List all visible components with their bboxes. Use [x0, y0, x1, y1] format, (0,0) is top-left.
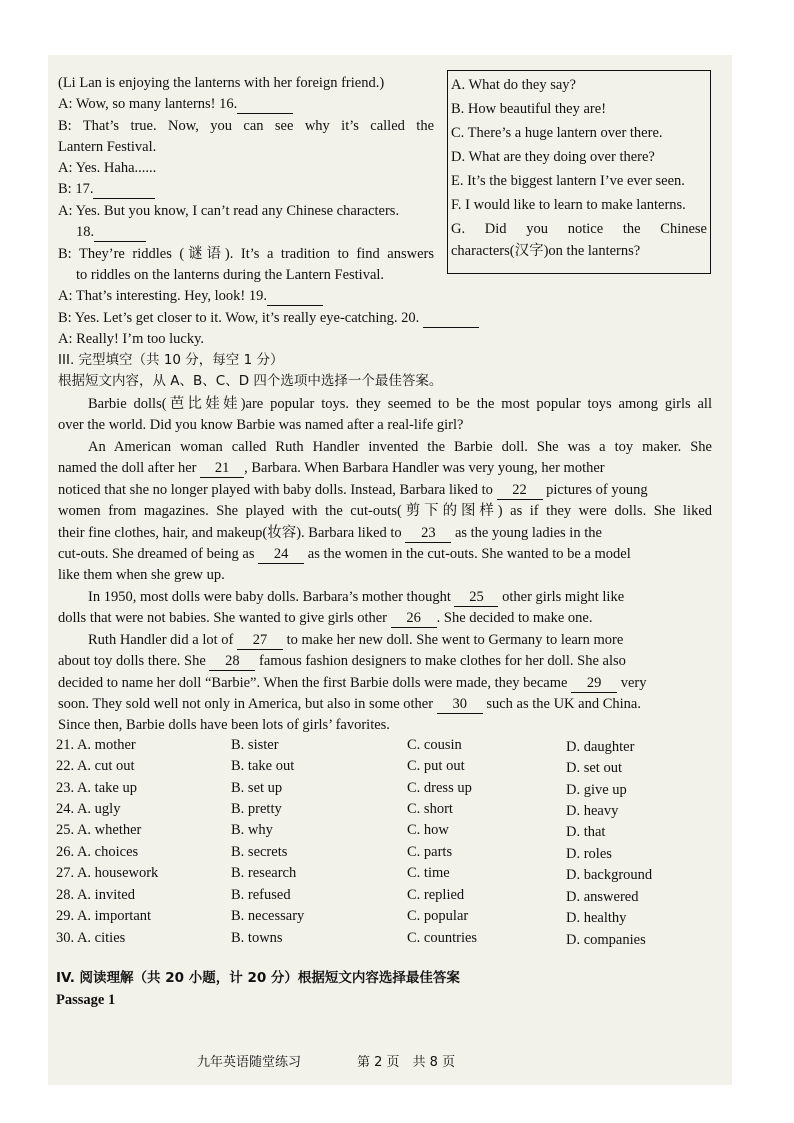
- choice-d: D. set out: [566, 760, 622, 776]
- choice-b: B. research: [231, 865, 297, 881]
- blank-26: 26: [391, 609, 437, 628]
- options-box: [447, 70, 711, 274]
- passage-line: like them when she grew up.: [58, 567, 225, 583]
- option-a: A. What do they say?: [451, 77, 576, 93]
- passage-line: named the doll after her 21 , Barbara. When Barbara Handler was very young, her mother: [58, 460, 605, 476]
- dialogue-line: B: Yes. Let’s get closer to it. Wow, it’s really eye-catching. 20.: [58, 309, 479, 328]
- choice-b: B. necessary: [231, 908, 305, 924]
- dialogue-line: Lantern Festival.: [58, 139, 157, 155]
- choice-c: C. how: [407, 822, 449, 838]
- passage-line: noticed that she no longer played with baby dolls. Instead, Barbara liked to 22 pictures of young: [58, 482, 648, 498]
- blank-23: 23: [405, 524, 451, 543]
- passage-line: An American woman called Ruth Handler invented the Barbie doll. She was a toy maker. She: [88, 439, 712, 455]
- option-f: F. I would like to learn to make lanterns.: [451, 197, 686, 213]
- choice-d: D. background: [566, 867, 653, 883]
- choice-b: B. take out: [231, 758, 295, 774]
- page-number: 第 2 页 共 8 页: [357, 1055, 456, 1070]
- dialogue-line: B: That’s true. Now, you can see why it’s called the: [58, 118, 434, 134]
- choice-d: D. daughter: [566, 739, 635, 755]
- dialogue-line: 18.: [76, 223, 146, 242]
- choice-b: B. secrets: [231, 844, 288, 860]
- blank-27: 27: [237, 631, 283, 650]
- option-g: G. Did you notice the Chinese: [451, 221, 707, 237]
- blank-30: 30: [437, 695, 483, 714]
- option-b: B. How beautiful they are!: [451, 101, 607, 117]
- choice-d: D. give up: [566, 782, 627, 798]
- choice-b: B. set up: [231, 780, 283, 796]
- choice-a: 24. A. ugly: [56, 801, 121, 817]
- blank-28: 28: [209, 652, 255, 671]
- passage-label: Passage 1: [56, 992, 116, 1008]
- dialogue-line: B: They’re riddles (谜语). It’s a tradition to find answers: [58, 246, 434, 262]
- passage-line: In 1950, most dolls were baby dolls. Barbara’s mother thought 25 other girls might like: [88, 589, 625, 605]
- choice-a: 25. A. whether: [56, 822, 142, 838]
- passage-line: Since then, Barbie dolls have been lots of girls’ favorites.: [58, 717, 390, 733]
- section-4-title: IV. 阅读理解（共 20 小题，计 20 分）根据短文内容选择最佳答案: [56, 970, 460, 986]
- choice-a: 21. A. mother: [56, 737, 136, 753]
- dialogue-line: A: Wow, so many lanterns! 16.: [58, 95, 293, 114]
- choice-d: D. heavy: [566, 803, 619, 819]
- passage-line: women from magazines. She played with the cut-outs(剪下的图样) as if they were dolls. She liked: [58, 503, 712, 519]
- choice-d: D. answered: [566, 889, 639, 905]
- blank-24: 24: [258, 545, 304, 564]
- choice-c: C. short: [407, 801, 453, 817]
- choice-c: C. parts: [407, 844, 453, 860]
- choice-b: B. sister: [231, 737, 279, 753]
- passage-line: their fine clothes, hair, and makeup(妆容). Barbara liked to 23 as the young ladies in the: [58, 525, 602, 541]
- dialogue-line: A: Yes. But you know, I can’t read any Chinese characters.: [58, 203, 400, 219]
- dialogue-intro: (Li Lan is enjoying the lanterns with her foreign friend.): [58, 75, 385, 91]
- choice-c: C. countries: [407, 930, 478, 946]
- passage-line: Barbie dolls(芭比娃娃)are popular toys. they seemed to be the most popular toys among girls all: [88, 396, 712, 412]
- dialogue-line: B: 17.: [58, 180, 155, 199]
- choice-a: 27. A. housework: [56, 865, 159, 881]
- choice-b: B. towns: [231, 930, 283, 946]
- choice-c: C. popular: [407, 908, 469, 924]
- choice-c: C. dress up: [407, 780, 472, 796]
- dialogue-line: to riddles on the lanterns during the Lantern Festival.: [76, 267, 385, 283]
- blank-21: 21: [200, 459, 244, 478]
- choice-a: 26. A. choices: [56, 844, 139, 860]
- blank-29: 29: [571, 674, 617, 693]
- section-3-instruction: 根据短文内容，从 A、B、C、D 四个选项中选择一个最佳答案。: [58, 373, 443, 389]
- choice-b: B. why: [231, 822, 273, 838]
- choice-a: 29. A. important: [56, 908, 152, 924]
- footer-title: 九年英语随堂练习: [197, 1055, 302, 1070]
- choice-d: D. companies: [566, 932, 646, 948]
- choice-d: D. healthy: [566, 910, 627, 926]
- blank-25: 25: [454, 588, 498, 607]
- option-d: D. What are they doing over there?: [451, 149, 655, 165]
- choice-c: C. time: [407, 865, 450, 881]
- choice-c: C. put out: [407, 758, 465, 774]
- choice-c: C. cousin: [407, 737, 462, 753]
- choice-b: B. pretty: [231, 801, 282, 817]
- dialogue-line: A: Really! I’m too lucky.: [58, 331, 205, 347]
- blank-22: 22: [497, 481, 543, 500]
- passage-line: soon. They sold well not only in America, but also in some other 30 such as the UK and China.: [58, 696, 641, 712]
- choice-d: D. roles: [566, 846, 612, 862]
- passage-line: Ruth Handler did a lot of 27 to make her new doll. She went to Germany to learn more: [88, 632, 624, 648]
- choice-a: 23. A. take up: [56, 780, 137, 796]
- section-3-title: III. 完型填空（共 10 分，每空 1 分）: [58, 352, 284, 368]
- passage-line: about toy dolls there. She 28 famous fashion designers to make clothes for her doll. She also: [58, 653, 626, 669]
- choice-a: 30. A. cities: [56, 930, 126, 946]
- choice-a: 22. A. cut out: [56, 758, 135, 774]
- passage-line: decided to name her doll “Barbie”. When the first Barbie dolls were made, they became 29 very: [58, 675, 647, 691]
- option-e: E. It’s the biggest lantern I’ve ever seen.: [451, 173, 685, 189]
- choice-d: D. that: [566, 824, 606, 840]
- passage-line: dolls that were not babies. She wanted to give girls other 26 . She decided to make one.: [58, 610, 593, 626]
- option-c: C. There’s a huge lantern over there.: [451, 125, 663, 141]
- passage-line: over the world. Did you know Barbie was named after a real-life girl?: [58, 417, 464, 433]
- passage-line: cut-outs. She dreamed of being as 24 as the women in the cut-outs. She wanted to be a model: [58, 546, 631, 562]
- option-g-cont: characters(汉字)on the lanterns?: [451, 243, 641, 259]
- choice-c: C. replied: [407, 887, 465, 903]
- dialogue-line: A: That’s interesting. Hey, look! 19.: [58, 287, 323, 306]
- choice-a: 28. A. invited: [56, 887, 135, 903]
- choice-b: B. refused: [231, 887, 291, 903]
- dialogue-line: A: Yes. Haha......: [58, 160, 157, 176]
